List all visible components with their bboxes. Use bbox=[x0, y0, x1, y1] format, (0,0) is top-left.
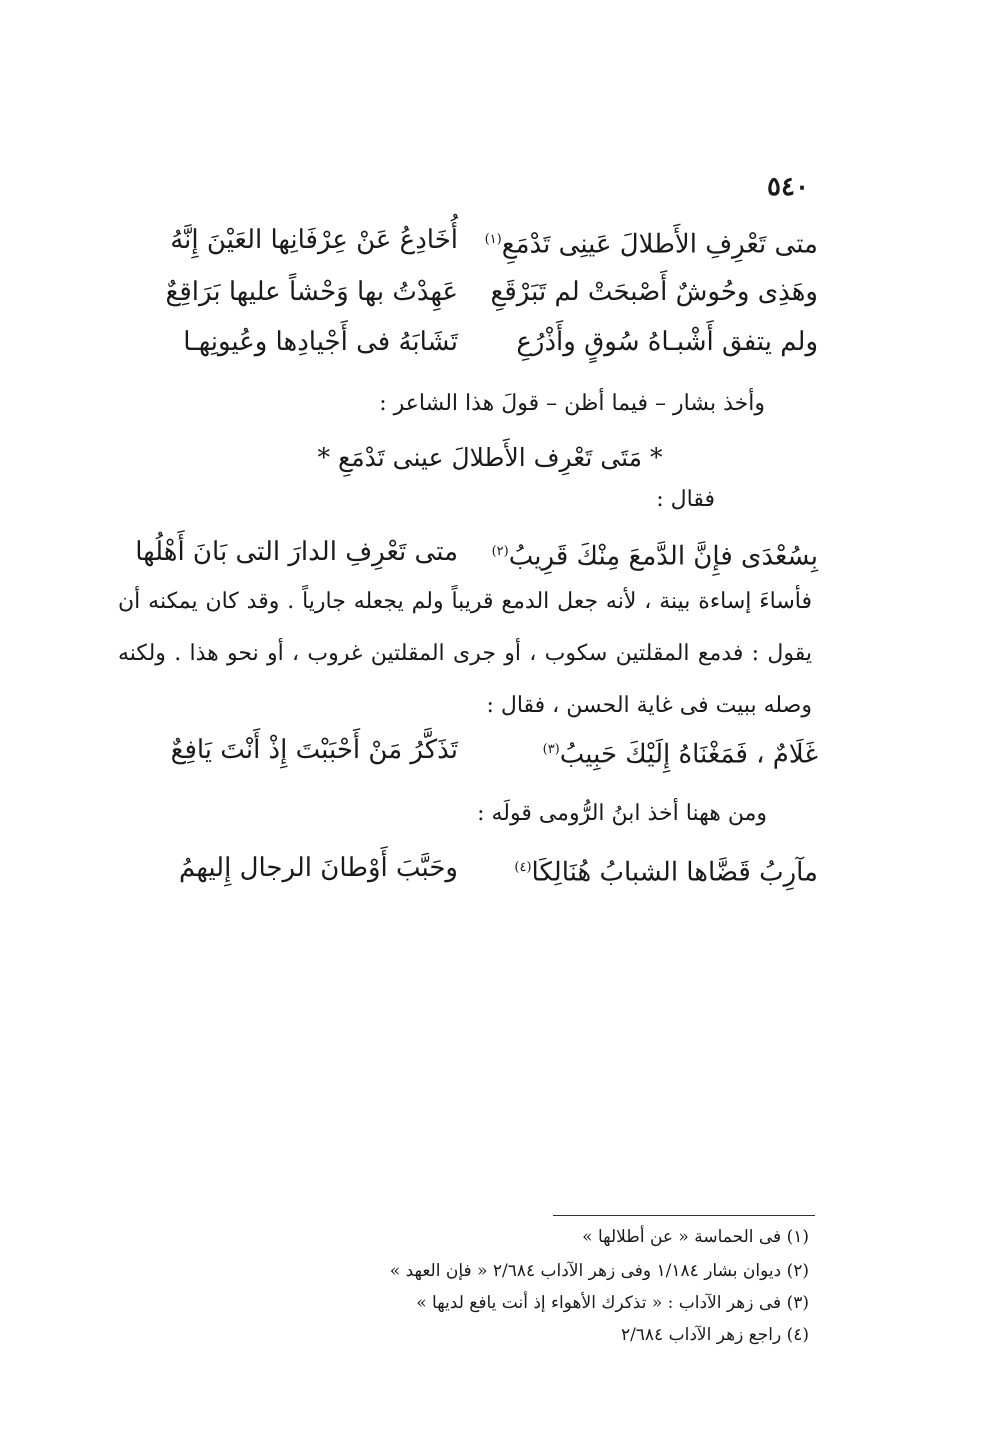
verse-line bbox=[118, 728, 818, 772]
footnote: (٣) فى زهر الآداب : « تذكرك الأهواء إذ أنت يافع لديها » bbox=[416, 1293, 809, 1313]
second-hemistich: متى تَعْرِفِ الدارَ التى بَانَ أَهْلُها bbox=[135, 537, 458, 567]
page-number: ٥٤٠ bbox=[767, 172, 809, 202]
second-hemistich: أُخَادِعُ عَنْ عِرْفَانِها العَيْنَ إِنَّهُ bbox=[170, 225, 458, 255]
footnote: (٢) ديوان بشار ١/١٨٤ وفى زهر الآداب ٢/٦٨٤ « فإن العهد » bbox=[389, 1261, 809, 1281]
verse-line bbox=[118, 270, 818, 314]
footnote: (١) فى الحماسة « عن أطلالها » bbox=[582, 1227, 809, 1247]
first-hemistich: مآرِبُ قَضَّاها الشبابُ هُنَالِكَا$^{(٤)}$ bbox=[514, 857, 818, 888]
verse-line bbox=[118, 846, 818, 890]
footnote: (٤) راجع زهر الآداب ٢/٦٨٤ bbox=[620, 1325, 809, 1345]
first-hemistich: متى تَعْرِفِ الأَطلالَ عَينِى تَدْمَعِ$^{(١)}$ bbox=[484, 229, 818, 260]
second-hemistich: وحَبَّبَ أَوْطانَ الرجال إِليهمُ bbox=[179, 853, 458, 883]
verse-line bbox=[118, 530, 818, 574]
second-hemistich: تَذَكَّرُ مَنْ أَحْبَبْتَ إِذْ أَنْتَ يَافِعٌ bbox=[170, 735, 458, 765]
first-hemistich: بِسُعْدَى فإِنَّ الدَّمعَ مِنْكَ قَرِيبُ$^{(٢)}$ bbox=[491, 541, 818, 572]
quoted-hemistich: * مَتَى تَعْرِف الأَطلالَ عينى تَدْمَعِ * bbox=[317, 443, 663, 472]
verse-line bbox=[118, 218, 818, 262]
first-hemistich: غَلَامٌ ، فَمَغْنَاهُ إِلَيْكَ حَبِيبُ$^{(٣)}$ bbox=[542, 739, 818, 770]
footnote-ref: (١) bbox=[484, 232, 502, 247]
second-hemistich: تَشَابَهُ فى أَجْيادِها وعُيونِهـا bbox=[183, 327, 458, 357]
footnote-divider bbox=[553, 1215, 815, 1216]
prose-line: ومن ههنا أخذ ابنُ الرُّومى قولَه : bbox=[477, 801, 767, 826]
second-hemistich: عَهِدْتُ بها وَحْشاً عليها بَرَاقِعٌ bbox=[165, 277, 458, 307]
footnote-ref: (٤) bbox=[514, 860, 532, 875]
first-hemistich: ولم يتفق أَشْبـاهُ سُوقٍ وأَذْرُعِ bbox=[516, 327, 818, 357]
prose-line: وأخذ بشار – فيما أظن – قولَ هذا الشاعر : bbox=[379, 391, 765, 416]
prose-line: فقال : bbox=[656, 487, 715, 512]
first-hemistich: وهَذِى وحُوشٌ أَصْبحَتْ لم تَبَرْقَعِ bbox=[490, 277, 818, 307]
verse-line bbox=[118, 320, 818, 364]
footnote-ref: (٢) bbox=[491, 544, 509, 559]
footnote-ref: (٣) bbox=[542, 742, 560, 757]
paragraph: فأساءَ إساءة بينة ، لأنه جعل الدمع قريباً ولم يجعله جارياً . وقد كان يمكنه أن يقول : فدمع المقلتين سكوب ، أو جرى المقلتين غروب ، أو نحو هذا . ولكنه وصله ببيت فى غاية الحسن ، فقال : bbox=[118, 589, 812, 718]
